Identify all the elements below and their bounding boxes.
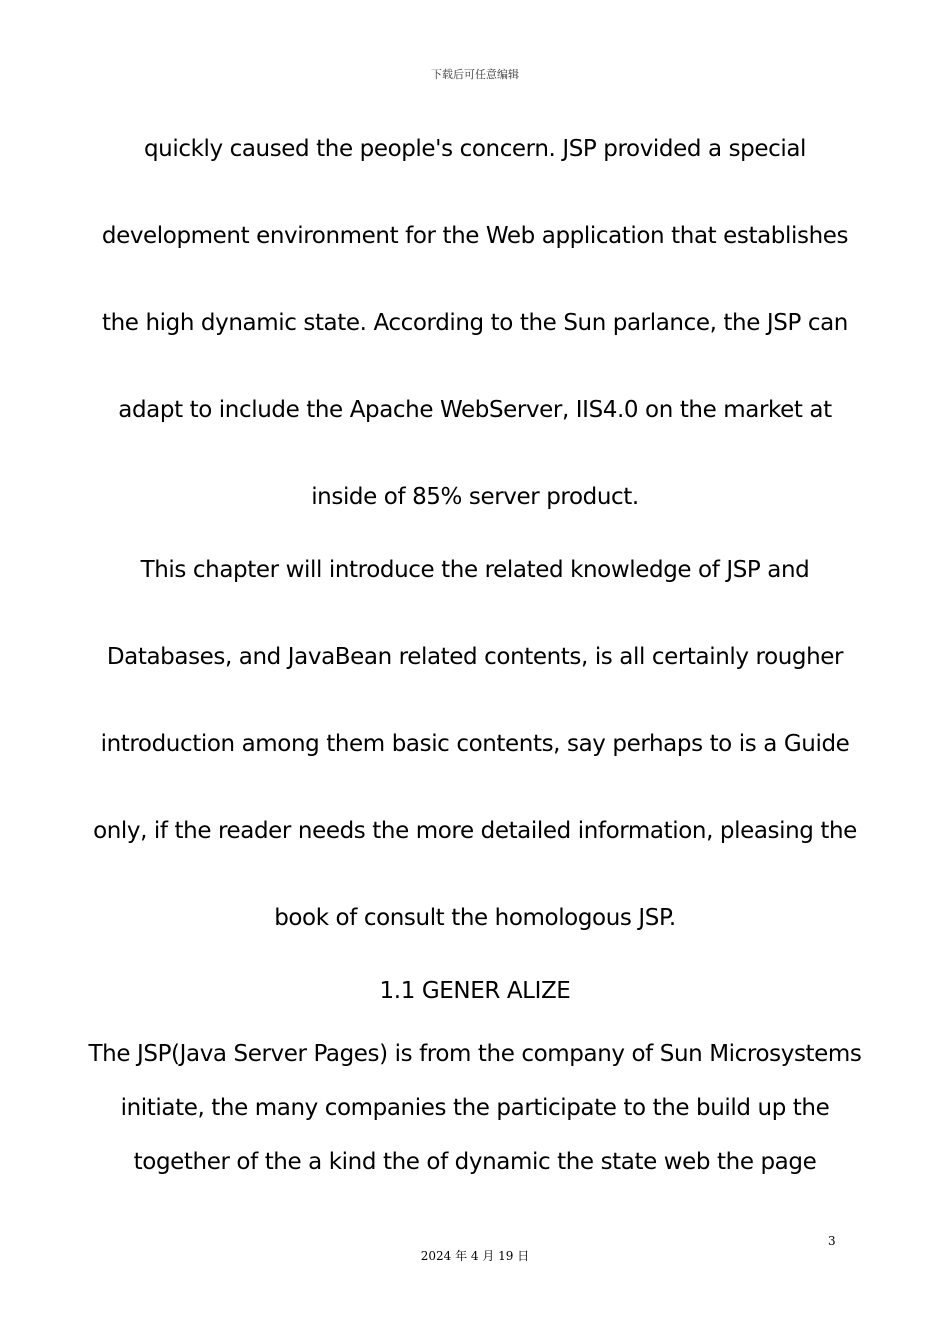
section-heading: 1.1 GENER ALIZE: [379, 978, 571, 1004]
page-number: 3: [828, 1234, 836, 1248]
paragraph-line: development environment for the Web application that establishes: [101, 223, 849, 249]
paragraph-line: the high dynamic state. According to the Sun parlance, the JSP can: [102, 310, 848, 336]
paragraph-line: initiate, the many companies the participate to the build up the: [120, 1095, 830, 1121]
paragraph-line: The JSP(Java Server Pages) is from the company of Sun Microsystems: [88, 1041, 862, 1067]
paragraph-line: This chapter will introduce the related knowledge of JSP and: [140, 557, 810, 583]
paragraph-line: adapt to include the Apache WebServer, IIS4.0 on the market at: [118, 397, 832, 423]
page-footer-date: 2024 年 4 月 19 日: [420, 1249, 530, 1263]
paragraph-line: Databases, and JavaBean related contents, is all certainly rougher: [106, 644, 844, 670]
paragraph-line: quickly caused the people's concern. JSP provided a special: [143, 136, 807, 162]
paragraph-line: introduction among them basic contents, say perhaps to is a Guide: [100, 731, 850, 757]
paragraph-line: only, if the reader needs the more detailed information, pleasing the: [93, 818, 857, 844]
page-header: 下载后可任意编辑: [431, 68, 519, 81]
paragraph-line: inside of 85% server product.: [311, 484, 639, 510]
paragraph-line: book of consult the homologous JSP.: [274, 905, 676, 931]
paragraph-line: together of the a kind the of dynamic the state web the page: [133, 1149, 817, 1175]
